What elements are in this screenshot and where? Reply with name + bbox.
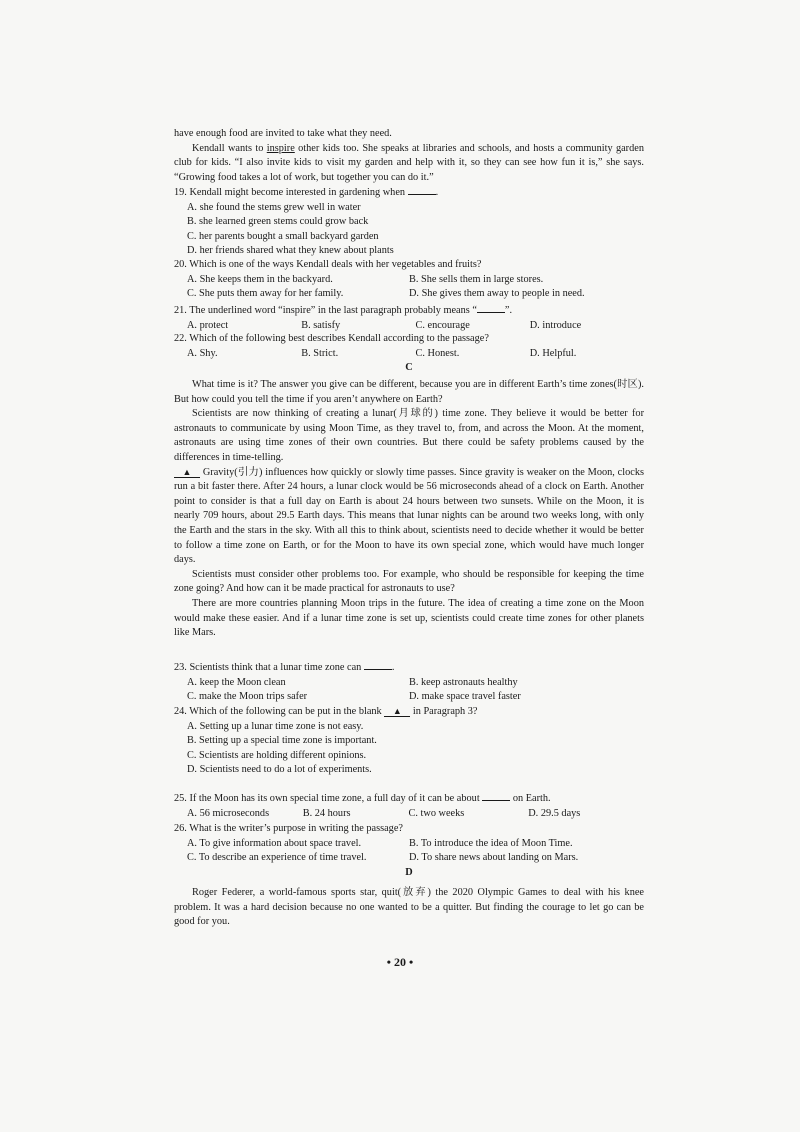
option-d: D. introduce: [529, 319, 582, 331]
question-22: [174, 332, 644, 376]
option-d: D. her friends shared what they knew about plants: [187, 245, 394, 257]
passage-c-paragraph: What time is it? The answer you give can be different, because you are in different Earth’s time zones(时区). But how could you tell the time if you aren’t anywhere on Earth?: [174, 379, 644, 405]
option-a: A. Shy.: [187, 347, 218, 359]
question-25: [174, 791, 644, 821]
options-row: [187, 851, 644, 866]
option-c: C. Honest.: [415, 347, 460, 359]
options-row: [187, 837, 644, 852]
question-stem: 24. Which of the following can be put in the blank ▲ in Paragraph 3?: [174, 706, 478, 717]
question-stem: 21. The underlined word “inspire” in the last paragraph probably means “ ”.: [174, 305, 513, 316]
passage-b-tail: [174, 127, 644, 185]
option-c: C. make the Moon trips safer: [187, 691, 308, 703]
section-heading-c: C: [405, 362, 413, 374]
option-d: D. Helpful.: [529, 347, 577, 359]
option-d: D. She gives them away to people in need.: [409, 288, 585, 300]
passage-b-paragraph: Kendall wants to inspire other kids too. She speaks at libraries and schools, and hosts a community garden club for kids. “I also invite kids to visit my garden and help with it, so they can see how fun it is,” she says. “Growing food takes a lot of work, but together you can do it.”: [174, 142, 644, 183]
passage-d: [174, 886, 644, 930]
option-a: A. Setting up a lunar time zone is not easy.: [187, 720, 364, 732]
option-a: A. 56 microseconds: [187, 807, 270, 819]
passage-b-paragraph: have enough food are invited to take what they need.: [174, 128, 392, 139]
options-row: [187, 273, 644, 288]
option-d: D. Scientists need to do a lot of experiments.: [187, 764, 372, 776]
question-stem: 19. Kendall might become interested in gardening when .: [174, 187, 439, 198]
answer-blank: [364, 660, 392, 670]
answer-blank: [482, 791, 510, 801]
answer-blank: [477, 303, 505, 313]
option-b: B. She sells them in large stores.: [409, 273, 544, 285]
option-a: A. she found the stems grew well in water: [187, 201, 361, 213]
page-number: • 20 •: [386, 955, 414, 969]
option-b: B. keep astronauts healthy: [409, 676, 518, 688]
option-c: C. encourage: [415, 319, 470, 331]
answer-blank: [408, 185, 436, 195]
triangle-blank: ▲: [174, 467, 200, 478]
passage-c-paragraph: Scientists must consider other problems too. For example, who should be responsible for keeping the time zone going? And how can it be made practical for astronauts to use?: [174, 568, 644, 595]
question-21: [174, 303, 644, 333]
option-c: C. her parents bought a small backyard garden: [187, 230, 379, 242]
question-20: [174, 258, 644, 302]
option-a: A. She keeps them in the backyard.: [187, 273, 333, 285]
question-stem: 26. What is the writer’s purpose in writing the passage?: [174, 823, 403, 834]
option-a: A. protect: [187, 319, 229, 331]
option-c: C. To describe an experience of time travel.: [187, 852, 367, 864]
question-19: [174, 185, 644, 259]
passage-c-paragraph: Scientists are now thinking of creating a lunar(月球的) time zone. They believe it would be better for astronauts to communicate by using Moon Time, as they travel to, from, and across the Moon. At the moment, astronauts are using time zones of their own countries. But there could be safety problems caused by the differences in time-telling.: [174, 408, 644, 463]
options-row: [187, 319, 644, 334]
option-b: B. Setting up a special time zone is important.: [187, 735, 377, 747]
option-d: D. To share news about landing on Mars.: [409, 852, 579, 864]
question-23: [174, 660, 644, 705]
option-b: B. satisfy: [301, 319, 341, 331]
option-a: A. keep the Moon clean: [187, 676, 286, 688]
options-row: [187, 690, 644, 705]
option-d: D. 29.5 days: [528, 807, 581, 819]
option-c: C. two weeks: [408, 807, 465, 819]
option-b: B. she learned green stems could grow back: [187, 216, 369, 228]
option-d: D. make space travel faster: [409, 691, 521, 703]
option-b: B. 24 hours: [302, 807, 351, 819]
options-row: [187, 287, 644, 302]
option-c: C. Scientists are holding different opinions.: [187, 749, 367, 761]
options-row: [187, 807, 644, 822]
option-c: C. She puts them away for her family.: [187, 288, 344, 300]
option-b: B. To introduce the idea of Moon Time.: [409, 837, 573, 849]
passage-c-paragraph: There are more countries planning Moon trips in the future. The idea of creating a time zone on the Moon would make these easier. And if a lunar time zone is set up, scientists could create time zones for other planets like Mars.: [174, 597, 644, 639]
question-stem: 23. Scientists think that a lunar time zone can .: [174, 662, 395, 673]
passage-d-paragraph: Roger Federer, a world-famous sports star, quit(放弃) the 2020 Olympic Games to deal with his knee problem. It was a hard decision because no one wanted to be a quitter. But finding the courage to let go can be good for you.: [174, 887, 644, 928]
options-row: [187, 347, 644, 362]
option-b: B. Strict.: [301, 347, 339, 359]
option-a: A. To give information about space travel.: [187, 837, 362, 849]
question-stem: 22. Which of the following best describes Kendall according to the passage?: [174, 333, 489, 344]
triangle-blank: ▲: [384, 706, 410, 717]
underlined-word: inspire: [266, 142, 295, 154]
question-stem: 25. If the Moon has its own special time zone, a full day of it can be about on Earth.: [174, 793, 551, 804]
passage-c: [174, 378, 644, 641]
options-row: [187, 676, 644, 691]
question-26: [174, 822, 644, 880]
passage-c-paragraph: ▲ Gravity(引力) influences how quickly or slowly time passes. Since gravity is weaker on the Moon, clocks run a bit faster there. After 24 hours, a lunar clock would be 56 microseconds ahead of a clock on Earth. Another point to consider is that a full day on Earth is about 24 hours between two sunsets. While on the Moon, it is nearly 709 hours, about 29.5 Earth days. This means that lunar nights can be around two weeks long, with only the Earth and the stars in the sky. With all this to think about, scientists need to decide whether it would be better to follow a time zone on Earth, or for the Moon to have its own special zone, which would have much longer days.: [174, 466, 644, 566]
section-heading-d: D: [405, 866, 413, 878]
question-24: [174, 705, 644, 778]
question-stem: 20. Which is one of the ways Kendall deals with her vegetables and fruits?: [174, 259, 482, 270]
